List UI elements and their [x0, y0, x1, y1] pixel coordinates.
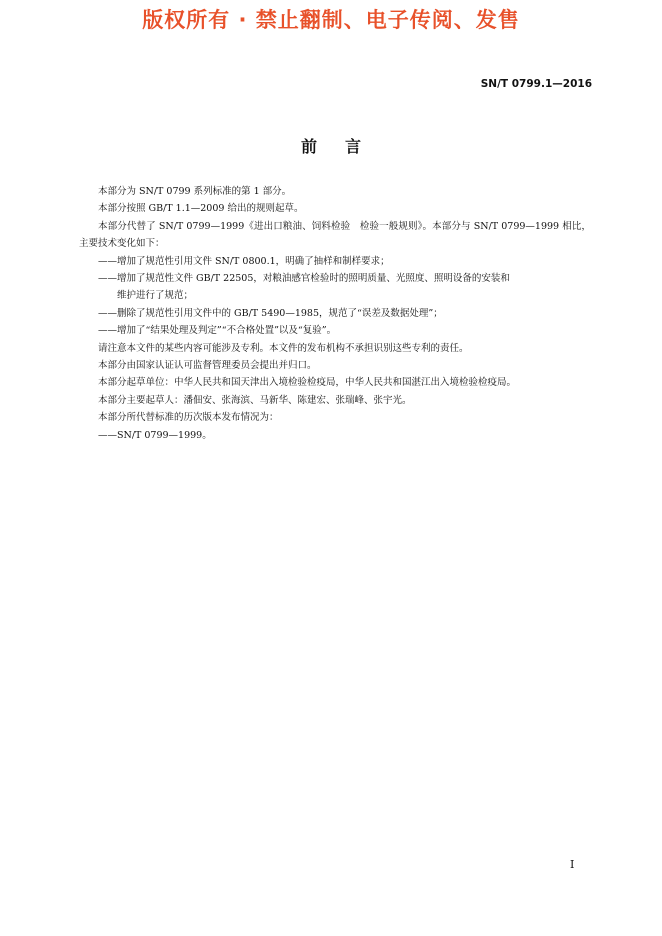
change-item-text: ——增加了“结果处理及判定”“不合格处置”以及“复验”。 — [98, 325, 337, 337]
paragraph-patent-notice: 请注意本文件的某些内容可能涉及专利。本文件的发布机构不承担识别这些专利的责任。 — [98, 342, 469, 354]
copyright-watermark: 版权所有 · 禁止翻制、电子传阅、发售 — [142, 8, 520, 32]
change-item — [79, 253, 591, 270]
change-item-text: ——增加了规范性引用文件 SN/T 0800.1，明确了抽样和制样要求； — [98, 255, 390, 267]
page-number: I — [570, 858, 575, 871]
paragraph-drafting-units: 本部分起草单位：中华人民共和国天津出入境检验检疫局，中华人民共和国湛江出入境检验检疫局。 — [98, 377, 517, 389]
history-item-text: ——SN/T 0799—1999。 — [98, 429, 212, 441]
paragraph-proposer: 本部分由国家认证认可监督管理委员会提出并归口。 — [98, 360, 317, 372]
standard-code: SN/T 0799.1—2016 — [480, 78, 592, 90]
paragraph-drafters: 本部分主要起草人：潘佃安、张海滨、马新华、陈建宏、张瑞峰、张宇光。 — [98, 394, 412, 406]
change-item-text: ——删除了规范性引用文件中的 GB/T 5490—1985，规范了“误差及数据处理”； — [98, 307, 443, 319]
change-item — [79, 322, 591, 339]
foreword-body — [79, 183, 591, 444]
change-item — [79, 305, 591, 322]
change-item-text: ——增加了规范性文件 GB/T 22505，对粮油感官检验时的照明质量、光照度、照明设备的安装和 — [98, 273, 510, 285]
paragraph-part-intro: 本部分为 SN/T 0799 系列标准的第 1 部分。 — [98, 186, 292, 197]
paragraph-drafting-rules: 本部分按照 GB/T 1.1—2009 给出的规则起草。 — [98, 203, 304, 215]
paragraph-replacement: 本部分代替了 SN/T 0799—1999《进出口粮油、饲料检验 检验一般规则》。本部分与 SN/T 0799—1999 相比，主要技术变化如下： — [79, 220, 591, 250]
change-item — [79, 270, 591, 305]
history-item — [79, 427, 591, 444]
page-title: 前言 — [300, 137, 389, 156]
paragraph-history-intro: 本部分所代替标准的历次版本发布情况为： — [98, 412, 279, 424]
change-item-continuation: 维护进行了规范； — [117, 290, 194, 302]
